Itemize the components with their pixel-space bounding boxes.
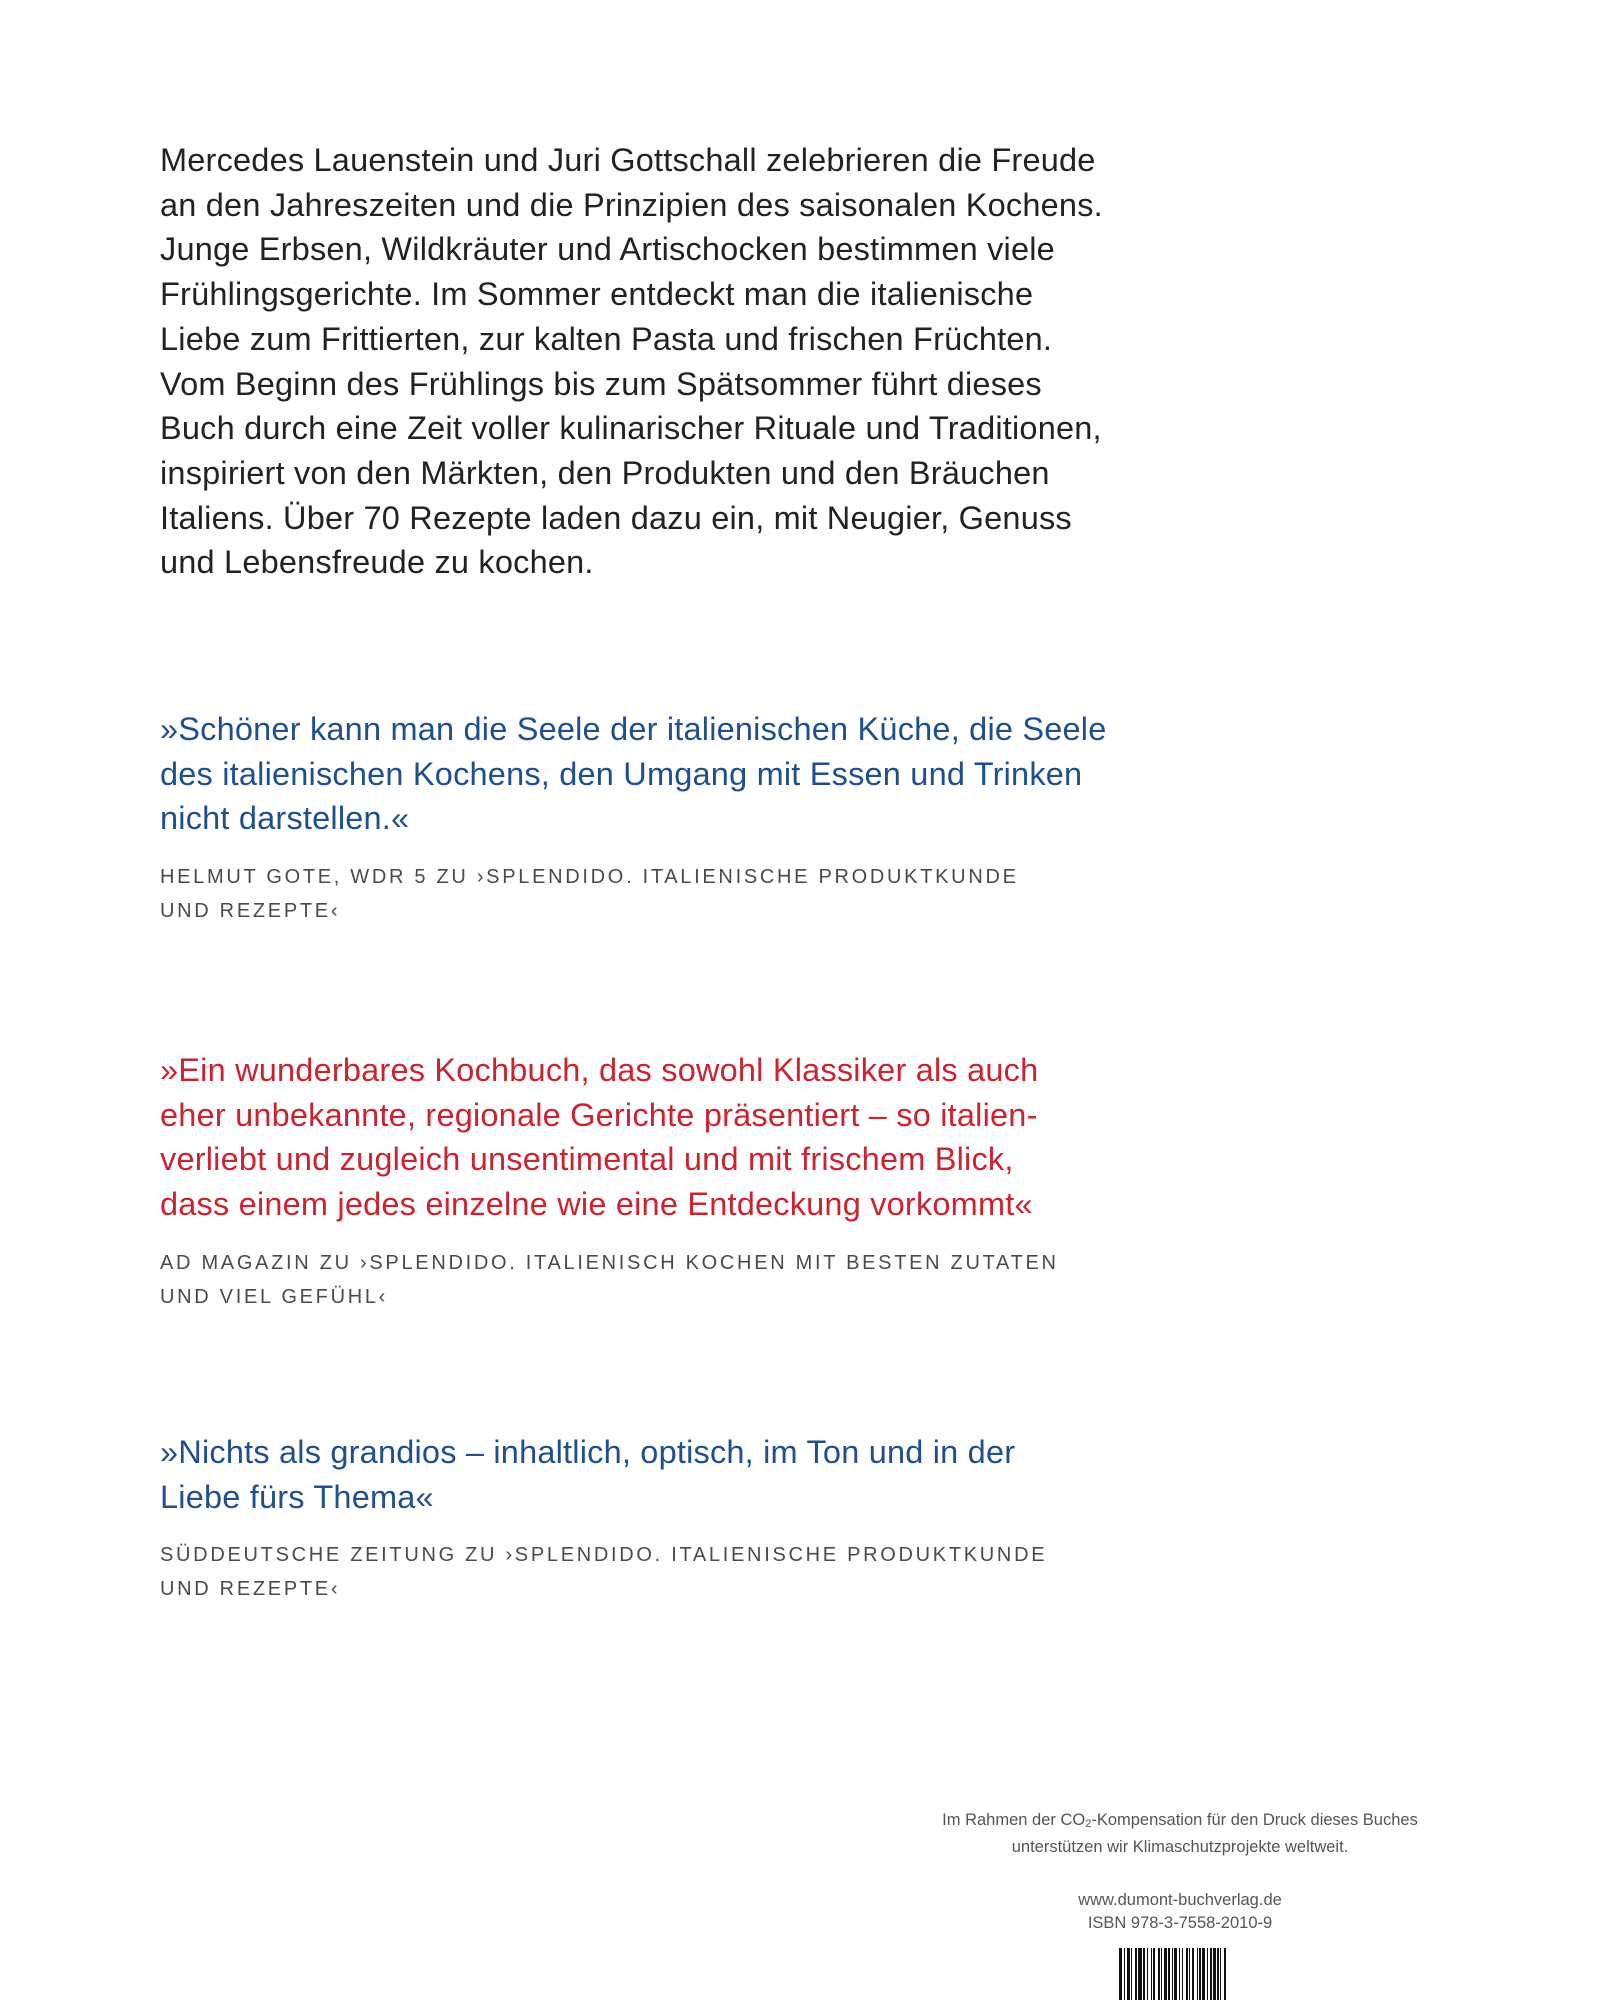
quote-line: dass einem jedes einzelne wie eine Entdeckung vorkommt« (160, 1186, 1033, 1223)
description-line: Frühlingsgerichte. Im Sommer entdeckt man die italienische (160, 276, 1034, 313)
description-line: an den Jahreszeiten und die Prinzipien des saisonalen Kochens. (160, 186, 1103, 223)
quote-line: des italienischen Kochens, den Umgang mit Essen und Trinken (160, 755, 1083, 792)
description-line: inspiriert von den Märkten, den Produkten und den Bräuchen (160, 454, 1050, 491)
description-line: Liebe zum Frittierten, zur kalten Pasta und frischen Früchten. (160, 320, 1053, 357)
quote-text (160, 1430, 1160, 1519)
quote-line: verliebt und zugleich unsentimental und mit frischem Blick, (160, 1141, 1014, 1178)
book-description (160, 138, 1160, 585)
quote-line: Liebe fürs Thema« (160, 1478, 434, 1515)
barcode-bar (1226, 1948, 1228, 2000)
source-line: UND REZEPTE‹ (160, 900, 341, 923)
description-line: Buch durch eine Zeit voller kulinarischer Rituale und Traditionen, (160, 410, 1102, 447)
quote-line: eher unbekannte, regionale Gerichte präsentiert – so italien- (160, 1096, 1038, 1133)
quote-source (160, 1538, 1160, 1606)
quote-line: »Schöner kann man die Seele der italienischen Küche, die Seele (160, 711, 1107, 747)
climate-notice-line1 (880, 1809, 1480, 1836)
quote-text (160, 707, 1160, 841)
quote-line: nicht darstellen.« (160, 800, 410, 837)
notice-text: Im Rahmen der CO (942, 1811, 1086, 1829)
review-quote-wdr5 (160, 707, 1160, 928)
quote-text (160, 1048, 1160, 1227)
source-line: SÜDDEUTSCHE ZEITUNG ZU ›SPLENDIDO. ITALIENISCHE PRODUKTKUNDE (160, 1544, 1048, 1567)
isbn-number: ISBN 978-3-7558-2010-9 (1087, 1914, 1273, 1932)
description-line: Vom Beginn des Frühlings bis zum Spätsommer führt dieses (160, 365, 1042, 402)
climate-notice (880, 1809, 1480, 1859)
quote-line: »Nichts als grandios – inhaltlich, optisch, im Ton und in der (160, 1434, 1016, 1470)
description-line: und Lebensfreude zu kochen. (160, 544, 594, 581)
quote-line: »Ein wunderbares Kochbuch, das sowohl Klassiker als auch (160, 1052, 1039, 1088)
review-quote-ad-magazin (160, 1048, 1160, 1314)
notice-text: -Kompensation für den Druck dieses Buches (1091, 1811, 1418, 1829)
description-line: Mercedes Lauenstein und Juri Gottschall zelebrieren die Freude (160, 142, 1096, 178)
publisher-website: www.dumont-buchverlag.de (1078, 1891, 1282, 1909)
source-line: UND REZEPTE‹ (160, 1578, 341, 1601)
source-line: AD MAGAZIN ZU ›SPLENDIDO. ITALIENISCH KOCHEN MIT BESTEN ZUTATEN (160, 1251, 1059, 1274)
notice-subscript: 2 (1085, 1818, 1092, 1830)
review-quote-sueddeutsche (160, 1430, 1160, 1606)
description-line: Italiens. Über 70 Rezepte laden dazu ein, mit Neugier, Genuss (160, 499, 1072, 536)
climate-notice-line2: unterstützen wir Klimaschutzprojekte weltweit. (1011, 1838, 1349, 1856)
barcode-image (1048, 1948, 1298, 2000)
source-line: UND VIEL GEFÜHL‹ (160, 1285, 389, 1308)
description-line: Junge Erbsen, Wildkräuter und Artischocken bestimmen viele (160, 231, 1055, 268)
source-line: HELMUT GOTE, WDR 5 ZU ›SPLENDIDO. ITALIENISCHE PRODUKTKUNDE (160, 866, 1019, 889)
quote-source (160, 1246, 1160, 1314)
publisher-imprint (990, 1889, 1370, 1935)
quote-source (160, 860, 1160, 928)
